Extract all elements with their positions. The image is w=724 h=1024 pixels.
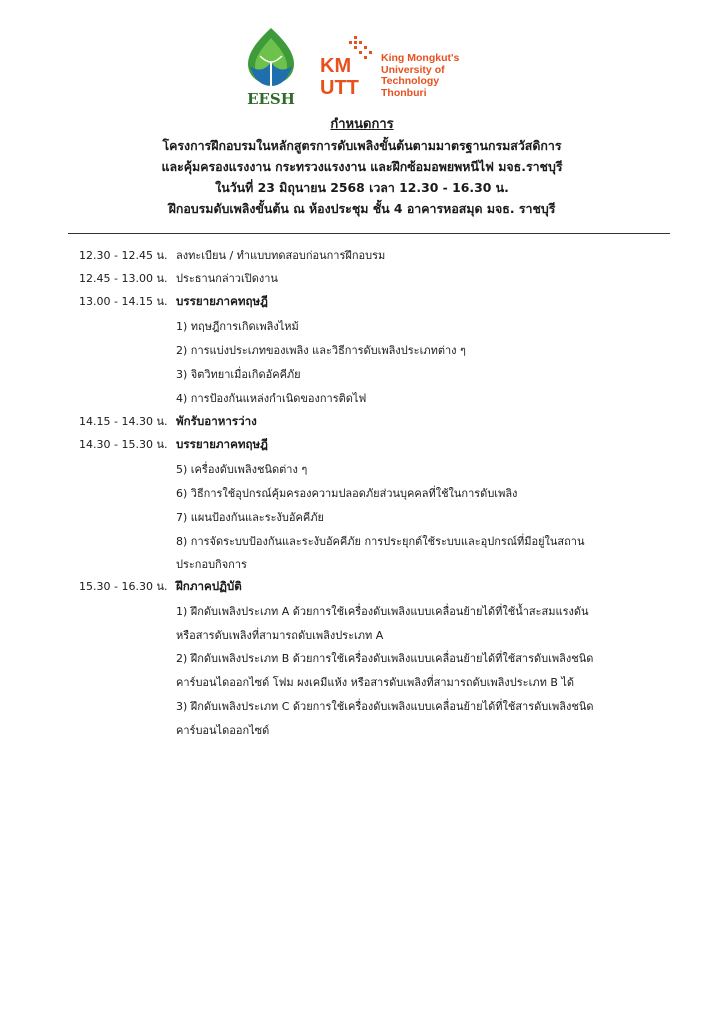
kmutt-name-line: Thonburi [381,86,427,99]
kmutt-logo-name [381,53,459,99]
schedule-subitem: 3) จิตวิทยาเมื่อเกิดอัคคีภัย [176,368,301,381]
schedule-subitem: คาร์บอนไดออกไซด์ [176,724,270,737]
schedule-activity: บรรยายภาคทฤษฎี [176,294,268,308]
schedule-time: 12.30 - 12.45 น. [79,249,168,262]
schedule-time: 13.00 - 14.15 น. [79,295,168,308]
header-line-4: ฝึกอบรมดับเพลิงขั้นต้น ณ ห้องประชุม ชั้น 4 อาคารหอสมุด มจธ. ราชบุรี [168,201,556,216]
schedule-activity: พักรับอาหารว่าง [176,414,257,428]
schedule-time: 14.15 - 14.30 น. [79,415,168,428]
header-line-3: ในวันที่ 23 มิถุนายน 2568 เวลา 12.30 - 16.30 น. [215,180,509,195]
schedule-subitem: 2) ฝึกดับเพลิงประเภท B ด้วยการใช้เครื่องดับเพลิงแบบเคลื่อนย้ายได้ที่ใช้สารดับเพลิงชนิด [176,652,594,665]
header-line-1: โครงการฝึกอบรมในหลักสูตรการดับเพลิงขั้นต้นตามมาตรฐานกรมสวัสดิการ [162,138,562,153]
schedule-subitem: 2) การแบ่งประเภทของเพลิง และวิธีการดับเพลิงประเภทต่าง ๆ [176,344,466,357]
logo-bar [0,26,724,112]
schedule-activity: ประธานกล่าวเปิดงาน [176,272,278,285]
kmutt-name-line: King Mongkut's [381,52,460,64]
page-title: กำหนดการ [330,117,394,132]
schedule-subitem: คาร์บอนไดออกไซด์ โฟม ผงเคมีแห้ง หรือสารดับเพลิงที่สามารถดับเพลิงประเภท B ได้ [176,676,575,689]
kmutt-name-line: Technology [381,75,440,87]
schedule-subitem: 8) การจัดระบบป้องกันและระงับอัคคีภัย การประยุกต์ใช้ระบบและอุปกรณ์ที่มีอยู่ในสถาน [176,535,585,548]
kmutt-mark-icon [318,36,378,100]
schedule-subitem: 4) การป้องกันแหล่งกำเนิดของการติดไฟ [176,392,367,405]
schedule-subitem: หรือสารดับเพลิงที่สามารถดับเพลิงประเภท A [176,629,384,642]
document-header [0,114,724,219]
schedule-time: 15.30 - 16.30 น. [79,580,168,593]
schedule-activity: ฝึกภาคปฏิบัติ [176,579,242,593]
header-line-2: และคุ้มครองแรงงาน กระทรวงแรงงาน และฝึกซ้อมอพยพหนีไฟ มจธ.ราชบุรี [161,159,563,174]
schedule-subitem: 5) เครื่องดับเพลิงชนิดต่าง ๆ [176,463,308,476]
divider [68,233,670,234]
schedule-activity: ลงทะเบียน / ทำแบบทดสอบก่อนการฝึกอบรม [176,249,386,262]
kmutt-name-line: University of [381,63,445,76]
schedule-subitem: 1) ฝึกดับเพลิงประเภท A ด้วยการใช้เครื่องดับเพลิงแบบเคลื่อนย้ายได้ที่ใช้น้ำสะสมแรงดัน [176,605,589,618]
schedule-subitem: 7) แผนป้องกันและระงับอัคคีภัย [176,511,324,524]
eesh-logo-text: EESH [247,90,295,108]
kmutt-logo [318,36,498,106]
schedule-subitem: 6) วิธีการใช้อุปกรณ์คุ้มครองความปลอดภัยส่วนบุคคลที่ใช้ในการดับเพลิง [176,487,518,500]
leaf-icon [240,26,302,92]
schedule-activity: บรรยายภาคทฤษฎี [176,437,268,451]
schedule-subitem: ประกอบกิจการ [176,558,247,571]
schedule-time: 14.30 - 15.30 น. [79,438,168,451]
schedule-subitem: 1) ทฤษฎีการเกิดเพลิงไหม้ [176,320,299,333]
svg-text:UTT: UTT [320,77,359,99]
eesh-logo [240,26,302,110]
svg-text:KM: KM [320,55,352,77]
schedule-time: 12.45 - 13.00 น. [79,272,168,285]
schedule-subitem: 3) ฝึกดับเพลิงประเภท C ด้วยการใช้เครื่องดับเพลิงแบบเคลื่อนย้ายได้ที่ใช้สารดับเพลิงชนิด [176,700,594,713]
